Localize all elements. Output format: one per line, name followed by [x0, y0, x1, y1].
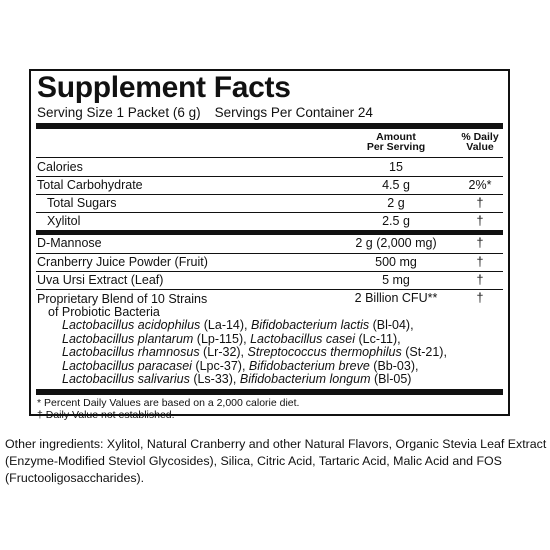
panel-inner — [36, 71, 503, 421]
nutrient-row-total-sugars — [36, 195, 503, 212]
serving-info — [37, 105, 373, 121]
nutrient-row-xylitol — [36, 213, 503, 230]
ingredient-dv: † — [476, 255, 484, 269]
nutrient-label: Total Carbohydrate — [37, 178, 143, 192]
strain-line — [62, 373, 447, 387]
strain-code: (Bl-05) — [370, 372, 412, 386]
strain-line — [62, 360, 447, 374]
ingredient-amount: 500 mg — [375, 255, 417, 269]
strain-code: (Bl-04), — [369, 318, 414, 332]
header-amount-line2: Per Serving — [366, 141, 426, 153]
strain-code: (Ls-33), — [189, 372, 240, 386]
strain-name: Streptococcus thermophilus — [247, 345, 402, 359]
strain-name: Bifidobacterium lactis — [251, 318, 370, 332]
nutrient-dv: † — [476, 196, 484, 210]
blend-label-line1: Proprietary Blend of 10 Strains — [37, 292, 208, 306]
bottom-thick-rule — [36, 389, 503, 395]
servings-per-container: Servings Per Container 24 — [214, 105, 373, 120]
header-daily-value — [444, 132, 516, 152]
header-dv-line2: Value — [466, 141, 494, 153]
blend-label-line2: of Probiotic Bacteria — [48, 305, 160, 319]
supplement-facts-panel — [29, 69, 510, 421]
blend-dv: † — [476, 291, 484, 305]
top-thick-rule — [36, 123, 503, 129]
strain-name: Bifidobacterium breve — [248, 358, 370, 373]
strain-code: (St-21), — [401, 345, 447, 359]
probiotic-strain-list — [62, 319, 447, 387]
strain-code: (Bb-03), — [369, 358, 419, 373]
ingredient-row-d-mannose — [36, 235, 503, 252]
nutrient-label: Calories — [37, 160, 83, 174]
ingredient-label: D-Mannose — [37, 236, 102, 250]
strain-name: Lactobacillus salivarius — [62, 372, 190, 386]
nutrient-amount: 15 — [389, 160, 403, 174]
nutrient-row-calories — [36, 159, 503, 176]
nutrient-amount: 2.5 g — [382, 214, 410, 228]
nutrient-dv: † — [476, 214, 484, 228]
footnote-percent-dv: * Percent Daily Values are based on a 2,000 calorie diet. — [37, 397, 300, 409]
ingredient-amount: 2 g (2,000 mg) — [355, 236, 437, 250]
strain-name: Lactobacillus rhamnosus — [62, 345, 200, 359]
strain-line — [62, 346, 447, 360]
nutrient-row-total-carbohydrate — [36, 177, 503, 194]
strain-code: (La-14), — [200, 318, 251, 332]
ingredient-row-uva-ursi — [36, 272, 503, 289]
strain-name: Bifidobacterium longum — [239, 372, 371, 386]
ingredient-dv: † — [476, 236, 484, 250]
strain-line — [62, 333, 447, 347]
nutrient-amount: 2 g — [387, 196, 405, 210]
strain-code: (Lpc-37), — [191, 358, 249, 373]
serving-size: Serving Size 1 Packet (6 g) — [37, 105, 201, 120]
nutrient-label: Xylitol — [47, 214, 81, 228]
other-ingredients: Other ingredients: Xylitol, Natural Cranberry and other Natural Flavors, Organic Stevia Leaf Extract (Enzyme-Modified Steviol Glycosides), Silica, Citric Acid, Tartaric Acid, Malic Acid and FOS (Fructooligosaccharides). — [5, 437, 547, 485]
panel-title: Supplement Facts — [37, 71, 291, 104]
strain-name: Lactobacillus casei — [250, 331, 355, 346]
strain-name: Lactobacillus paracasei — [62, 358, 192, 373]
blend-amount: 2 Billion CFU** — [354, 291, 438, 305]
ingredient-label: Uva Ursi Extract (Leaf) — [37, 273, 164, 287]
strain-name: Lactobacillus acidophilus — [62, 318, 201, 332]
strain-name: Lactobacillus plantarum — [62, 331, 194, 346]
nutrient-label: Total Sugars — [47, 196, 117, 210]
ingredient-dv: † — [476, 273, 484, 287]
proprietary-blend-values — [36, 290, 503, 307]
strain-code: (Lr-32), — [199, 345, 248, 359]
ingredient-amount: 5 mg — [382, 273, 410, 287]
strain-line — [62, 319, 447, 333]
header-dv-line1: % Daily — [461, 131, 499, 143]
ingredient-row-cranberry — [36, 254, 503, 271]
ingredient-label: Cranberry Juice Powder (Fruit) — [37, 255, 208, 269]
header-amount-line1: Amount — [376, 131, 416, 143]
strain-code: (Lp-115), — [193, 331, 251, 346]
nutrient-dv: 2%* — [468, 178, 492, 192]
header-rule — [36, 157, 503, 158]
strain-code: (Lc-11), — [355, 331, 401, 346]
header-amount-per-serving — [346, 132, 446, 152]
footnote-dv-not-established: † Daily Value not established. — [37, 409, 175, 421]
nutrient-amount: 4.5 g — [382, 178, 410, 192]
